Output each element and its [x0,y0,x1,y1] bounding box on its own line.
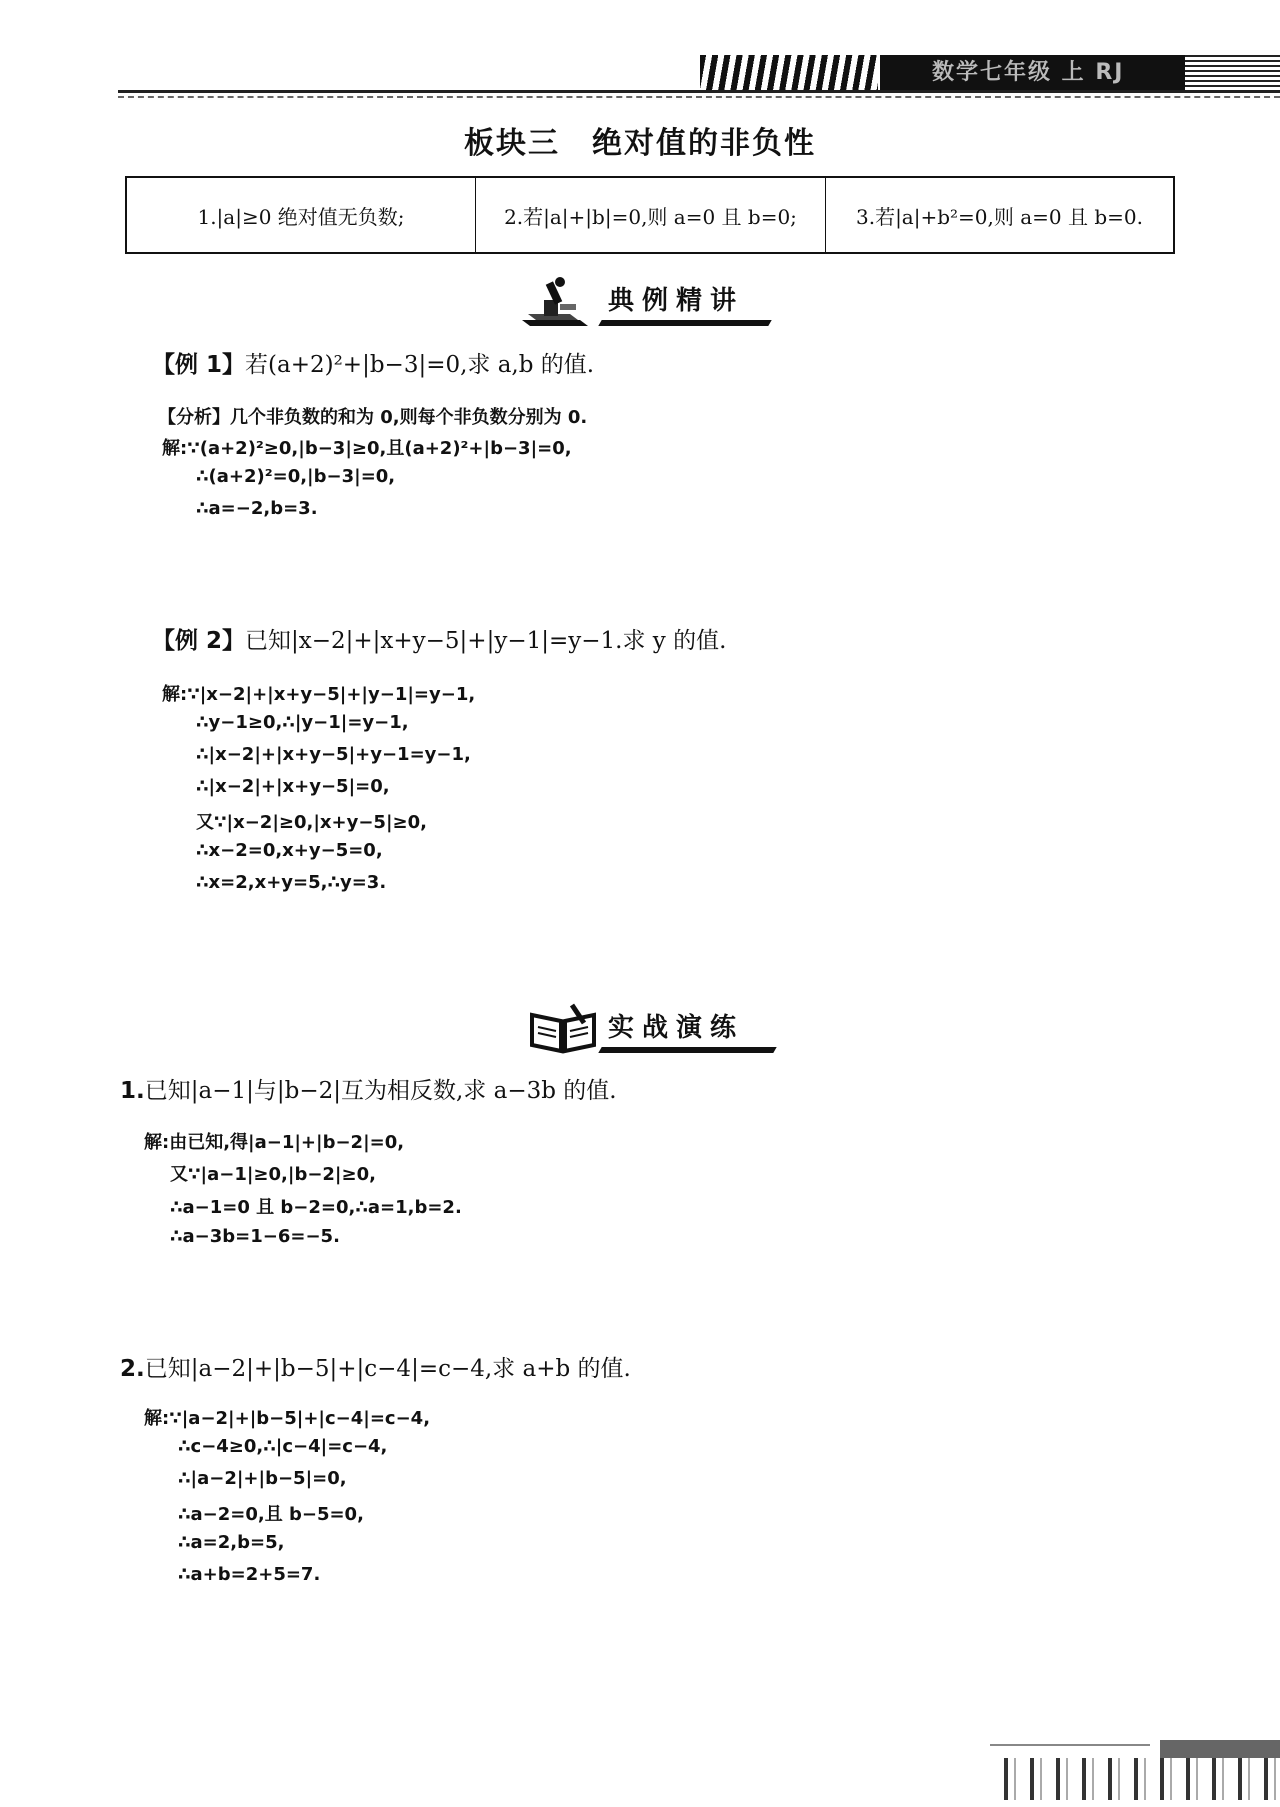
problem-question: 已知|a−1|与|b−2|互为相反数,求 a−3b 的值. [144,1078,617,1104]
header-dashed-rule [118,96,1280,98]
solution-line: 又∵|x−2|≥0,|x+y−5|≥0, [196,812,427,833]
example-2-title [152,622,726,655]
example-question: 已知|x−2|+|x+y−5|+|y−1|=y−1.求 y 的值. [245,628,727,654]
open-book-icon [528,1003,598,1055]
solution-line: 解:∵|a−2|+|b−5|+|c−4|=c−4, [144,1408,431,1429]
banner-underline [598,1047,776,1053]
example-1-analysis: 【分析】几个非负数的和为 0,则每个非负数分别为 0. [158,407,588,428]
problem-question: 已知|a−2|+|b−5|+|c−4|=c−4,求 a+b 的值. [144,1356,631,1382]
header-rule [118,90,1280,93]
solution-line: 又∵|a−1|≥0,|b−2|≥0, [170,1164,376,1185]
properties-table [125,176,1175,254]
solution-line: ∴(a+2)²=0,|b−3|=0, [196,466,396,487]
solution-line: 解:∵|x−2|+|x+y−5|+|y−1|=y−1, [162,684,476,705]
banner-underline [598,320,771,326]
property-cell-2: 2.若|a|+|b|=0,则 a=0 且 b=0; [475,178,825,252]
banner-label: 典例精讲 [608,286,745,316]
banner-label: 实战演练 [608,1013,745,1043]
problem-1-title [120,1072,617,1105]
footer-bars [990,1758,1280,1800]
solution-line: ∴x=2,x+y=5,∴y=3. [196,872,387,893]
solution-line: ∴|x−2|+|x+y−5|+y−1=y−1, [196,744,471,765]
solution-line: 解:∵(a+2)²≥0,|b−3|≥0,且(a+2)²+|b−3|=0, [162,438,572,459]
example-tag: 【例 1】 [152,352,246,378]
solution-line: ∴a+b=2+5=7. [178,1564,321,1585]
footer-rule [990,1744,1150,1746]
solution-line: 解:由已知,得|a−1|+|b−2|=0, [144,1132,405,1153]
header-stripes-decoration [1185,55,1280,91]
example-tag: 【例 2】 [152,628,246,654]
solution-line: ∴|a−2|+|b−5|=0, [178,1468,347,1489]
solution-line: ∴a−2=0,且 b−5=0, [178,1504,364,1525]
solution-line: ∴a=2,b=5, [178,1532,285,1553]
microscope-icon [520,276,590,328]
header-hatch-decoration [700,55,878,91]
solution-line: ∴x−2=0,x+y−5=0, [196,840,383,861]
problem-2-title [120,1350,631,1383]
solution-line: ∴y−1≥0,∴|y−1|=y−1, [196,712,409,733]
problem-number: 2. [120,1356,145,1382]
example-question: 若(a+2)²+|b−3|=0,求 a,b 的值. [245,352,595,378]
example-1-title [152,346,594,379]
book-label: 数学七年级 上 RJ [880,55,1185,91]
section-title: 板块三 绝对值的非负性 [464,126,816,161]
page-footer-decoration [990,1740,1280,1807]
banner-examples [520,276,780,328]
page-header [0,0,1280,110]
problem-number: 1. [120,1078,145,1104]
banner-practice [528,1003,788,1055]
solution-line: ∴c−4≥0,∴|c−4|=c−4, [178,1436,388,1457]
solution-line: ∴|x−2|+|x+y−5|=0, [196,776,390,797]
solution-line: ∴a=−2,b=3. [196,498,318,519]
solution-line: ∴a−3b=1−6=−5. [170,1226,340,1247]
property-cell-1: 1.|a|≥0 绝对值无负数; [197,204,405,229]
solution-line: ∴a−1=0 且 b−2=0,∴a=1,b=2. [170,1197,462,1218]
property-cell-3: 3.若|a|+b²=0,则 a=0 且 b=0. [825,178,1173,252]
